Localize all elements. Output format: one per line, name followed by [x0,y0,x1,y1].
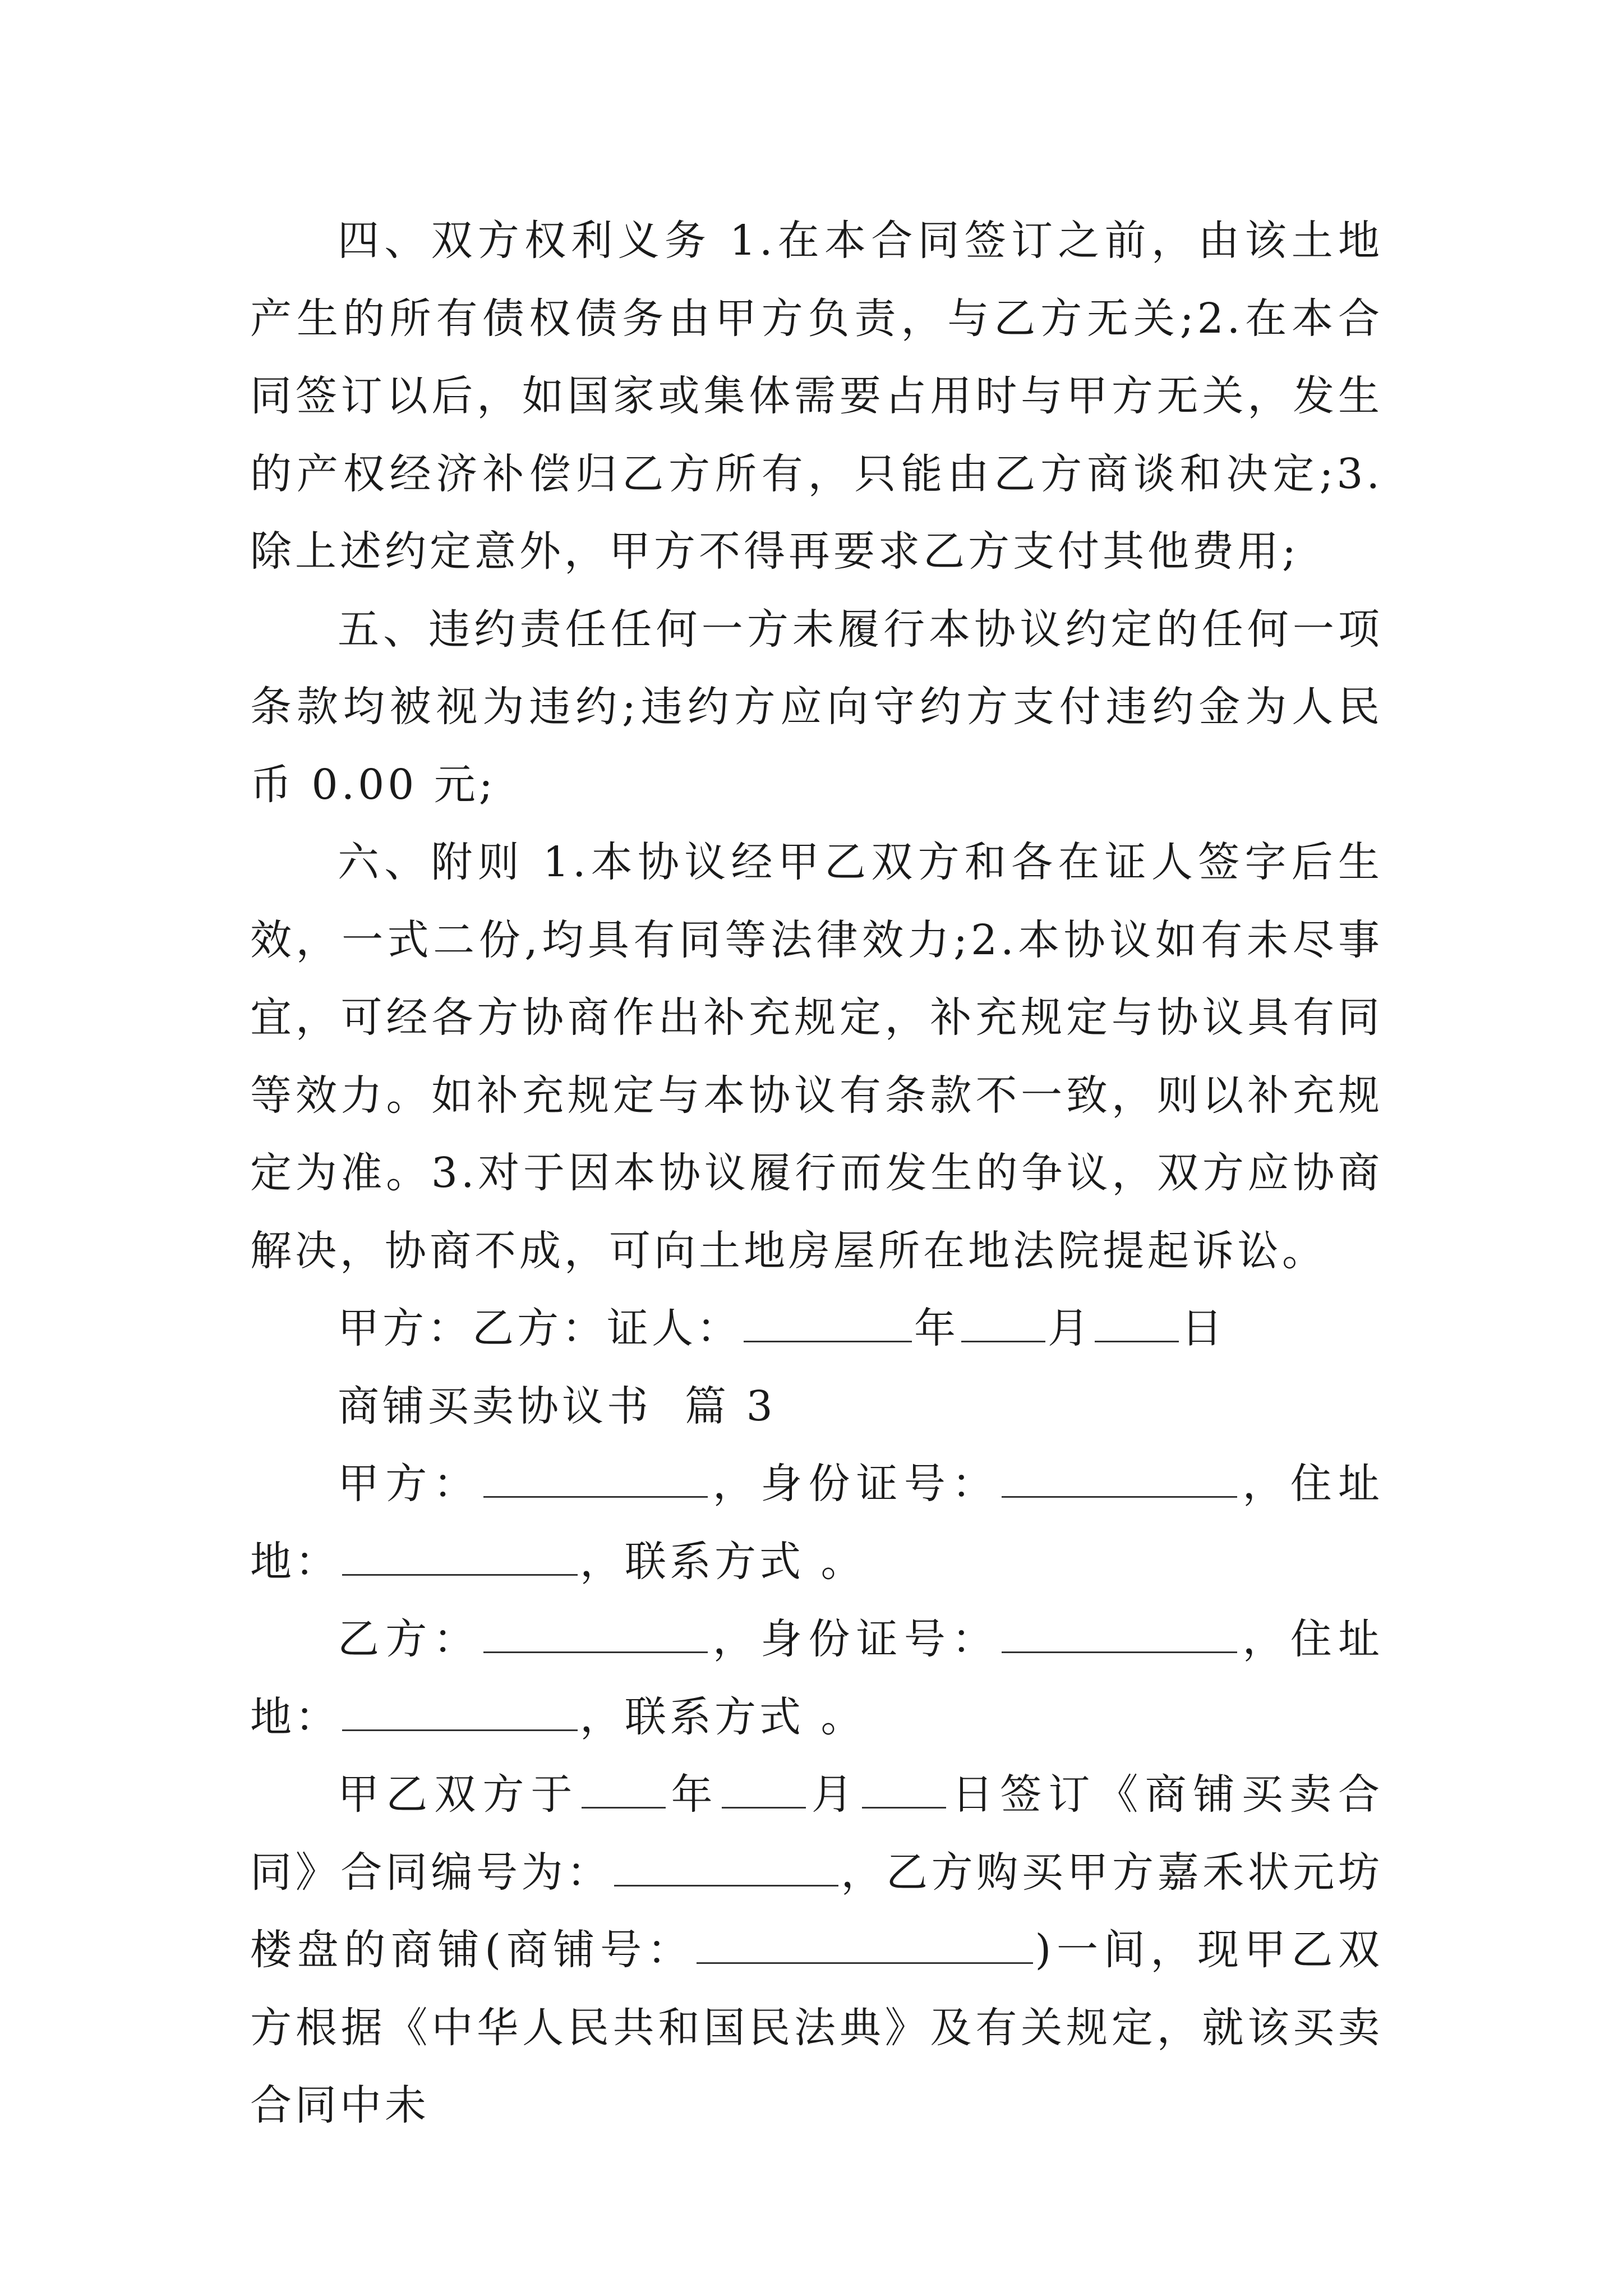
document-page [250,202,1383,2145]
closing-year-blank [582,1771,666,1809]
party-b-contact-label: ，联系方式 。 [580,1692,866,1741]
closing-text-4: )一间，现甲乙双方根据《中华人民共和国民法典》及有关规定，就该买卖合同中未 [250,1926,1384,2129]
section-heading: 商铺买卖协议书 篇 3 [338,1382,776,1430]
closing-text-3: ，乙方购买甲方嘉禾状元坊楼盘的商铺(商铺号： [250,1848,1384,1974]
section-6-supplementary-provisions: 六、附则 1.本协议经甲乙双方和各在证人签字后生效，一式二份,均具有同等法律效力;2.本协议如有未尽事宜，可经各方协商作出补充规定，补充规定与协议具有同等效力。如补充规定与本协议有条款不一致，则以补充规定为准。3.对于因本协议履行而发生的争议，双方应协商解决，协商不成，可向土地房屋所在地法院提起诉讼。 [250,838,1383,1275]
section-4-rights-obligations: 四、双方权利义务 1.在本合同签订之前，由该土地产生的所有债权债务由甲方负责，与乙方无关;2.在本合同签订以后，如国家或集体需要占用时与甲方无关，发生的产权经济补偿归乙方所有，只能由乙方商谈和决定;3.除上述约定意外，甲方不得再要求乙方支付其他费用; [250,217,1383,576]
party-b-name-blank [483,1616,708,1653]
signature-date-blank [744,1305,912,1342]
party-b-address-blank [342,1694,578,1731]
signature-day-label: 日 [1181,1304,1226,1352]
party-a-id-blank [1002,1460,1237,1498]
contract-number-blank [614,1849,838,1887]
party-a-label: 甲方： [338,1460,481,1508]
signature-day-blank [1095,1305,1179,1342]
party-a-name-blank [483,1460,708,1498]
closing-month-label: 月 [808,1770,860,1819]
party-a-contact-label: ，联系方式 。 [580,1537,866,1586]
closing-paragraph [250,1756,1383,2145]
party-b-id-label: ，身份证号： [709,1615,1000,1663]
party-b-id-blank [1002,1616,1237,1653]
signature-parties: 甲方：乙方：证人： [338,1304,741,1352]
section-5-breach-liability: 五、违约责任任何一方未履行本协议约定的任何一项条款均被视为违约;违约方应向守约方支付违约金为人民币 0.00 元; [250,605,1383,809]
party-a-id-label: ，身份证号： [709,1460,1000,1508]
party-a-address-blank [342,1538,578,1576]
shop-number-blank [697,1926,1033,1964]
party-b-address-label: ，住址地： [250,1615,1384,1741]
closing-text-2: 日签订《商铺买卖合同》合同编号为： [250,1770,1384,1897]
closing-day-blank [862,1771,946,1809]
signature-month-label: 月 [1048,1304,1092,1352]
signature-year-label: 年 [914,1304,959,1352]
party-b-label: 乙方： [338,1615,481,1663]
party-a-address-label: ，住址地： [250,1460,1384,1586]
closing-year-label: 年 [667,1770,720,1819]
closing-text-1: 甲乙双方于 [338,1770,579,1819]
party-b-info [250,1600,1383,1756]
party-a-info [250,1445,1383,1600]
closing-month-blank [722,1771,806,1809]
signature-month-blank [961,1305,1045,1342]
signature-line [250,1290,1383,1368]
